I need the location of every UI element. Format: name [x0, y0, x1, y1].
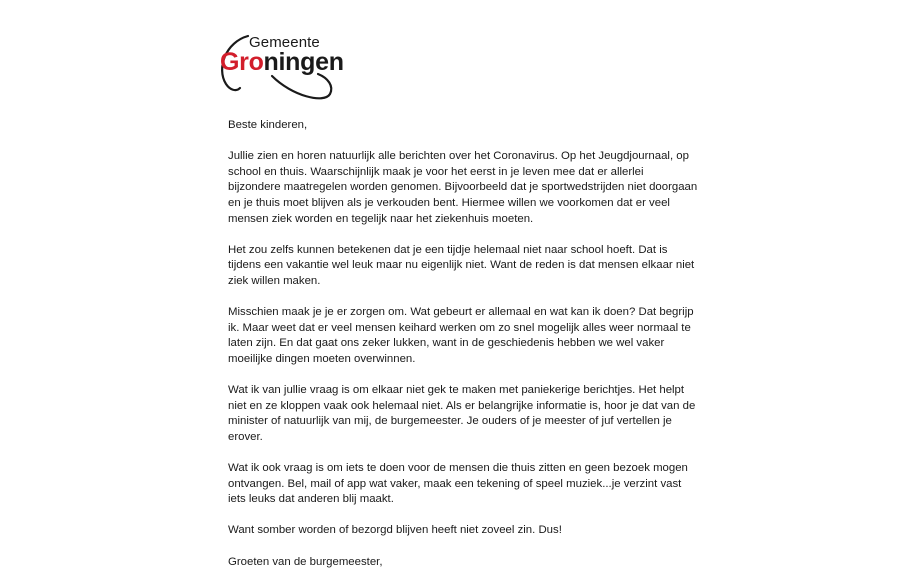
letter-paragraph-4: Wat ik van jullie vraag is om elkaar niet gek te maken met paniekerige berichtjes. Het helpt niet en ze kloppen vaak ook helemaal niet. Als er belangrijke informatie is, hoor je dat van de minister of natuurlijk van mij, de burgemeester. Je ouders of je meester of juf vertellen je erover. [228, 384, 696, 443]
gemeente-groningen-logo [212, 26, 352, 106]
letter-salutation: Beste kinderen, [228, 119, 308, 131]
letter-paragraph-5: Wat ik ook vraag is om iets te doen voor de mensen die thuis zitten en geen bezoek mogen ontvangen. Bel, mail of app wat vaker, maak een tekening of speel muziek...je verzint vast iets leuks dat anderen blij maakt. [228, 462, 688, 506]
logo-gemeente-text: Gemeente [249, 34, 320, 51]
letter-paragraph-1: Jullie zien en horen natuurlijk alle berichten over het Coronavirus. Op het Jeugdjournaal, op school en thuis. Waarschijnlijk maak je voor het eerst in je leven mee dat er allerlei bijzondere maatregelen worden genomen. Bijvoorbeeld dat je sportwedstrijden niet doorgaan en je thuis moet blijven als je verkouden bent. Hiermee willen we voorkomen dat er veel mensen ziek worden en tegelijk naar het ziekenhuis moeten. [228, 150, 698, 225]
logo-groningen-text [220, 48, 344, 77]
letter-paragraph-3: Misschien maak je je er zorgen om. Wat gebeurt er allemaal en wat kan ik doen? Dat begrijp ik. Maar weet dat er veel mensen keihard werken om zo snel mogelijk alles weer normaal te laten zijn. En dat gaat ons zeker lukken, want in de geschiedenis hebben we wel vaker moeilijke dingen moeten overwinnen. [228, 306, 694, 365]
letter-closing: Groeten van de burgemeester, [228, 555, 383, 568]
logo-groningen-black-part: ningen [263, 48, 344, 76]
letter-body [228, 118, 698, 586]
letter-paragraph-2: Het zou zelfs kunnen betekenen dat je een tijdje helemaal niet naar school hoeft. Dat is tijdens een vakantie wel leuk maar nu eigenlijk niet. Want de reden is dat mensen elkaar niet ziek willen maken. [228, 243, 695, 287]
logo-groningen-red-part: Gro [220, 48, 264, 76]
letter-paragraph-6: Want somber worden of bezorgd blijven heeft niet zoveel zin. Dus! [228, 524, 562, 537]
